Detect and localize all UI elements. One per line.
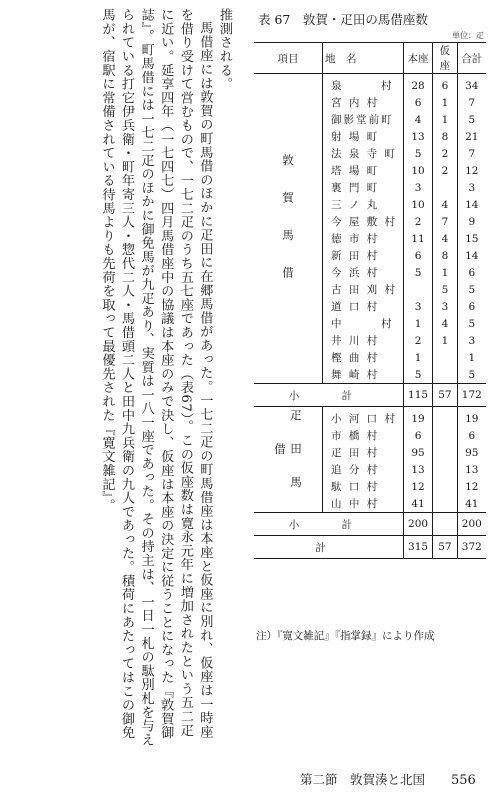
kariza-value: 4 (433, 230, 457, 247)
kariza-value (433, 179, 457, 196)
total-value: 15 (465, 232, 479, 245)
place-name: 今 屋 敷 村 (323, 213, 404, 230)
place-name: 泉 村 (323, 74, 404, 95)
total-value: 3 (468, 334, 476, 347)
place-name: 宮 内 村 (323, 94, 404, 111)
kariza-value: 3 (433, 298, 457, 315)
kariza-value (433, 495, 457, 513)
header-region: 項目 (254, 43, 323, 74)
honza-value: 13 (403, 461, 432, 478)
region-cell (254, 407, 323, 513)
honza-value: 4 (403, 111, 432, 128)
kariza-value: 8 (433, 128, 457, 145)
kariza-value: 6 (433, 74, 457, 95)
kariza-value: 1 (433, 94, 457, 111)
honza-value: 2 (403, 332, 432, 349)
kariza-value (433, 366, 457, 384)
total-value: 3 (468, 181, 476, 194)
total-value: 9 (468, 215, 476, 228)
subtotal-total: 172 (457, 384, 486, 407)
place-name: 三 ノ 丸 (323, 196, 404, 213)
subtotal-total: 200 (457, 513, 486, 536)
header-kariza: 仮座 (433, 43, 457, 74)
total-value: 6 (468, 266, 476, 279)
total-value: 14 (465, 198, 479, 211)
kariza-value: 1 (433, 111, 457, 128)
honza-value: 10 (403, 162, 432, 179)
subtotal-row (254, 384, 486, 407)
total-value: 5 (468, 368, 476, 381)
table-header-row (254, 43, 486, 74)
place-name: 樫 曲 村 (323, 349, 404, 366)
body-lead: 推測される。 (217, 8, 232, 91)
place-name: 舞 崎 村 (323, 366, 404, 384)
kariza-value (433, 461, 457, 478)
kariza-value (433, 427, 457, 444)
total-value: 41 (465, 497, 479, 510)
honza-value: 6 (403, 94, 432, 111)
honza-value: 19 (403, 407, 432, 428)
header-honza: 本座 (403, 43, 432, 74)
place-name: 裏 門 町 (323, 179, 404, 196)
honza-value: 5 (403, 264, 432, 281)
honza-value: 28 (403, 74, 432, 95)
place-name: 御影堂前町 (323, 111, 404, 128)
page-footer (300, 770, 486, 788)
place-name: 疋 田 村 (323, 444, 404, 461)
kariza-value (433, 407, 457, 428)
honza-value: 5 (403, 366, 432, 384)
subtotal-kariza: 57 (433, 384, 457, 407)
honza-value: 3 (403, 298, 432, 315)
honza-value: 3 (403, 179, 432, 196)
total-value: 5 (468, 113, 476, 126)
kariza-value: 7 (433, 213, 457, 230)
kariza-value: 1 (433, 332, 457, 349)
total-value: 34 (465, 79, 479, 92)
place-name: 射 場 町 (323, 128, 404, 145)
subtotal-label: 小 計 (254, 513, 403, 536)
place-name: 市 橋 村 (323, 427, 404, 444)
place-name: 井 川 村 (323, 332, 404, 349)
place-name: 法 泉 寺 町 (323, 145, 404, 162)
grand-total-label: 計 (254, 536, 403, 559)
table-row (254, 74, 486, 95)
region-label: 疋田馬借 (273, 409, 303, 510)
header-total: 合計 (457, 43, 486, 74)
total-value: 6 (468, 300, 476, 313)
kariza-value (433, 478, 457, 495)
total-value: 5 (468, 283, 476, 296)
kariza-value: 5 (433, 281, 457, 298)
place-name: 追 分 村 (323, 461, 404, 478)
table-title: 表 67 敦賀・疋田の馬借座数 (258, 12, 428, 27)
place-name: 山 中 村 (323, 495, 404, 513)
kariza-value (433, 349, 457, 366)
kariza-value: 2 (433, 145, 457, 162)
kariza-value: 4 (433, 315, 457, 332)
kariza-value: 2 (433, 162, 457, 179)
honza-value: 6 (403, 427, 432, 444)
place-name: 新 田 村 (323, 247, 404, 264)
total-value: 13 (465, 463, 479, 476)
place-name: 中 村 (323, 315, 404, 332)
header-name: 地 名 (323, 43, 404, 74)
table-unit: 単位：疋 (452, 31, 484, 40)
subtotal-label: 小 計 (254, 384, 403, 407)
body-paragraph: 馬借座には敦賀の町馬借のほかに疋田に在郷馬借があった。一七二疋の町馬借座は本座と仮座に別れ、仮座は一時座を借り受けて営むもので、一七二疋のうち五七座であった（表67）。この仮座数は寛永元年に増加されたという五二疋に近い。延享四年（一七四七）四月馬借座中の協議は本座のみで決し、仮座は本座の決定に従うことになった『敦賀御誌』。町馬借には一七二疋のほかに御免馬が九疋あり、実質は一八一座であった。その持主は、一日一札の駄別札を与えられている打它伊兵衛・町年寄三人・惣代二人・馬借頭二人と田中九兵衛の九人であった。積荷にあたってはこの御免馬が、宿駅に常備されている待馬よりも先荷を取って最優先された『寛文雑記』。 (99, 8, 213, 747)
grand-total-kariza: 57 (433, 536, 457, 559)
subtotal-kariza (433, 513, 457, 536)
body-text (6, 8, 234, 748)
table-row (254, 407, 486, 428)
total-value: 5 (468, 317, 476, 330)
total-value: 19 (465, 412, 479, 425)
kariza-value: 1 (433, 264, 457, 281)
total-value: 12 (465, 164, 479, 177)
horse-guild-table (254, 42, 486, 559)
place-name: 塔 場 町 (323, 162, 404, 179)
honza-value: 95 (403, 444, 432, 461)
grand-total-total: 372 (457, 536, 486, 559)
honza-value: 1 (403, 349, 432, 366)
honza-value (403, 281, 432, 298)
total-value: 12 (465, 480, 479, 493)
honza-value: 12 (403, 478, 432, 495)
total-value: 95 (465, 446, 479, 459)
place-name: 小 河 口 村 (323, 407, 404, 428)
honza-value: 13 (403, 128, 432, 145)
total-value: 7 (468, 96, 476, 109)
honza-value: 11 (403, 230, 432, 247)
honza-value: 5 (403, 145, 432, 162)
honza-value: 2 (403, 213, 432, 230)
table-body (254, 74, 486, 559)
place-name: 今 浜 村 (323, 264, 404, 281)
honza-value: 1 (403, 315, 432, 332)
page-number: 556 (451, 773, 476, 788)
total-value: 14 (465, 249, 479, 262)
kariza-value: 4 (433, 196, 457, 213)
place-name: 古 田 刈 村 (323, 281, 404, 298)
subtotal-honza: 115 (403, 384, 432, 407)
region-cell (254, 74, 323, 384)
subtotal-row (254, 513, 486, 536)
honza-value: 41 (403, 495, 432, 513)
total-value: 1 (468, 351, 476, 364)
total-value: 6 (468, 429, 476, 442)
total-value: 21 (465, 130, 479, 143)
grand-total-row (254, 536, 486, 559)
kariza-value: 8 (433, 247, 457, 264)
section-title: 第二節 敦賀湊と北国 (300, 772, 426, 787)
honza-value: 10 (403, 196, 432, 213)
table-note: 注）『寛文雑記』『指掌録』により作成 (256, 630, 435, 642)
kariza-value (433, 444, 457, 461)
grand-total-honza: 315 (403, 536, 432, 559)
total-value: 7 (468, 147, 476, 160)
honza-value: 6 (403, 247, 432, 264)
region-label: 敦賀馬借 (281, 153, 295, 304)
place-name: 道 口 村 (323, 298, 404, 315)
place-name: 徳 市 村 (323, 230, 404, 247)
subtotal-honza: 200 (403, 513, 432, 536)
place-name: 駄 口 村 (323, 478, 404, 495)
